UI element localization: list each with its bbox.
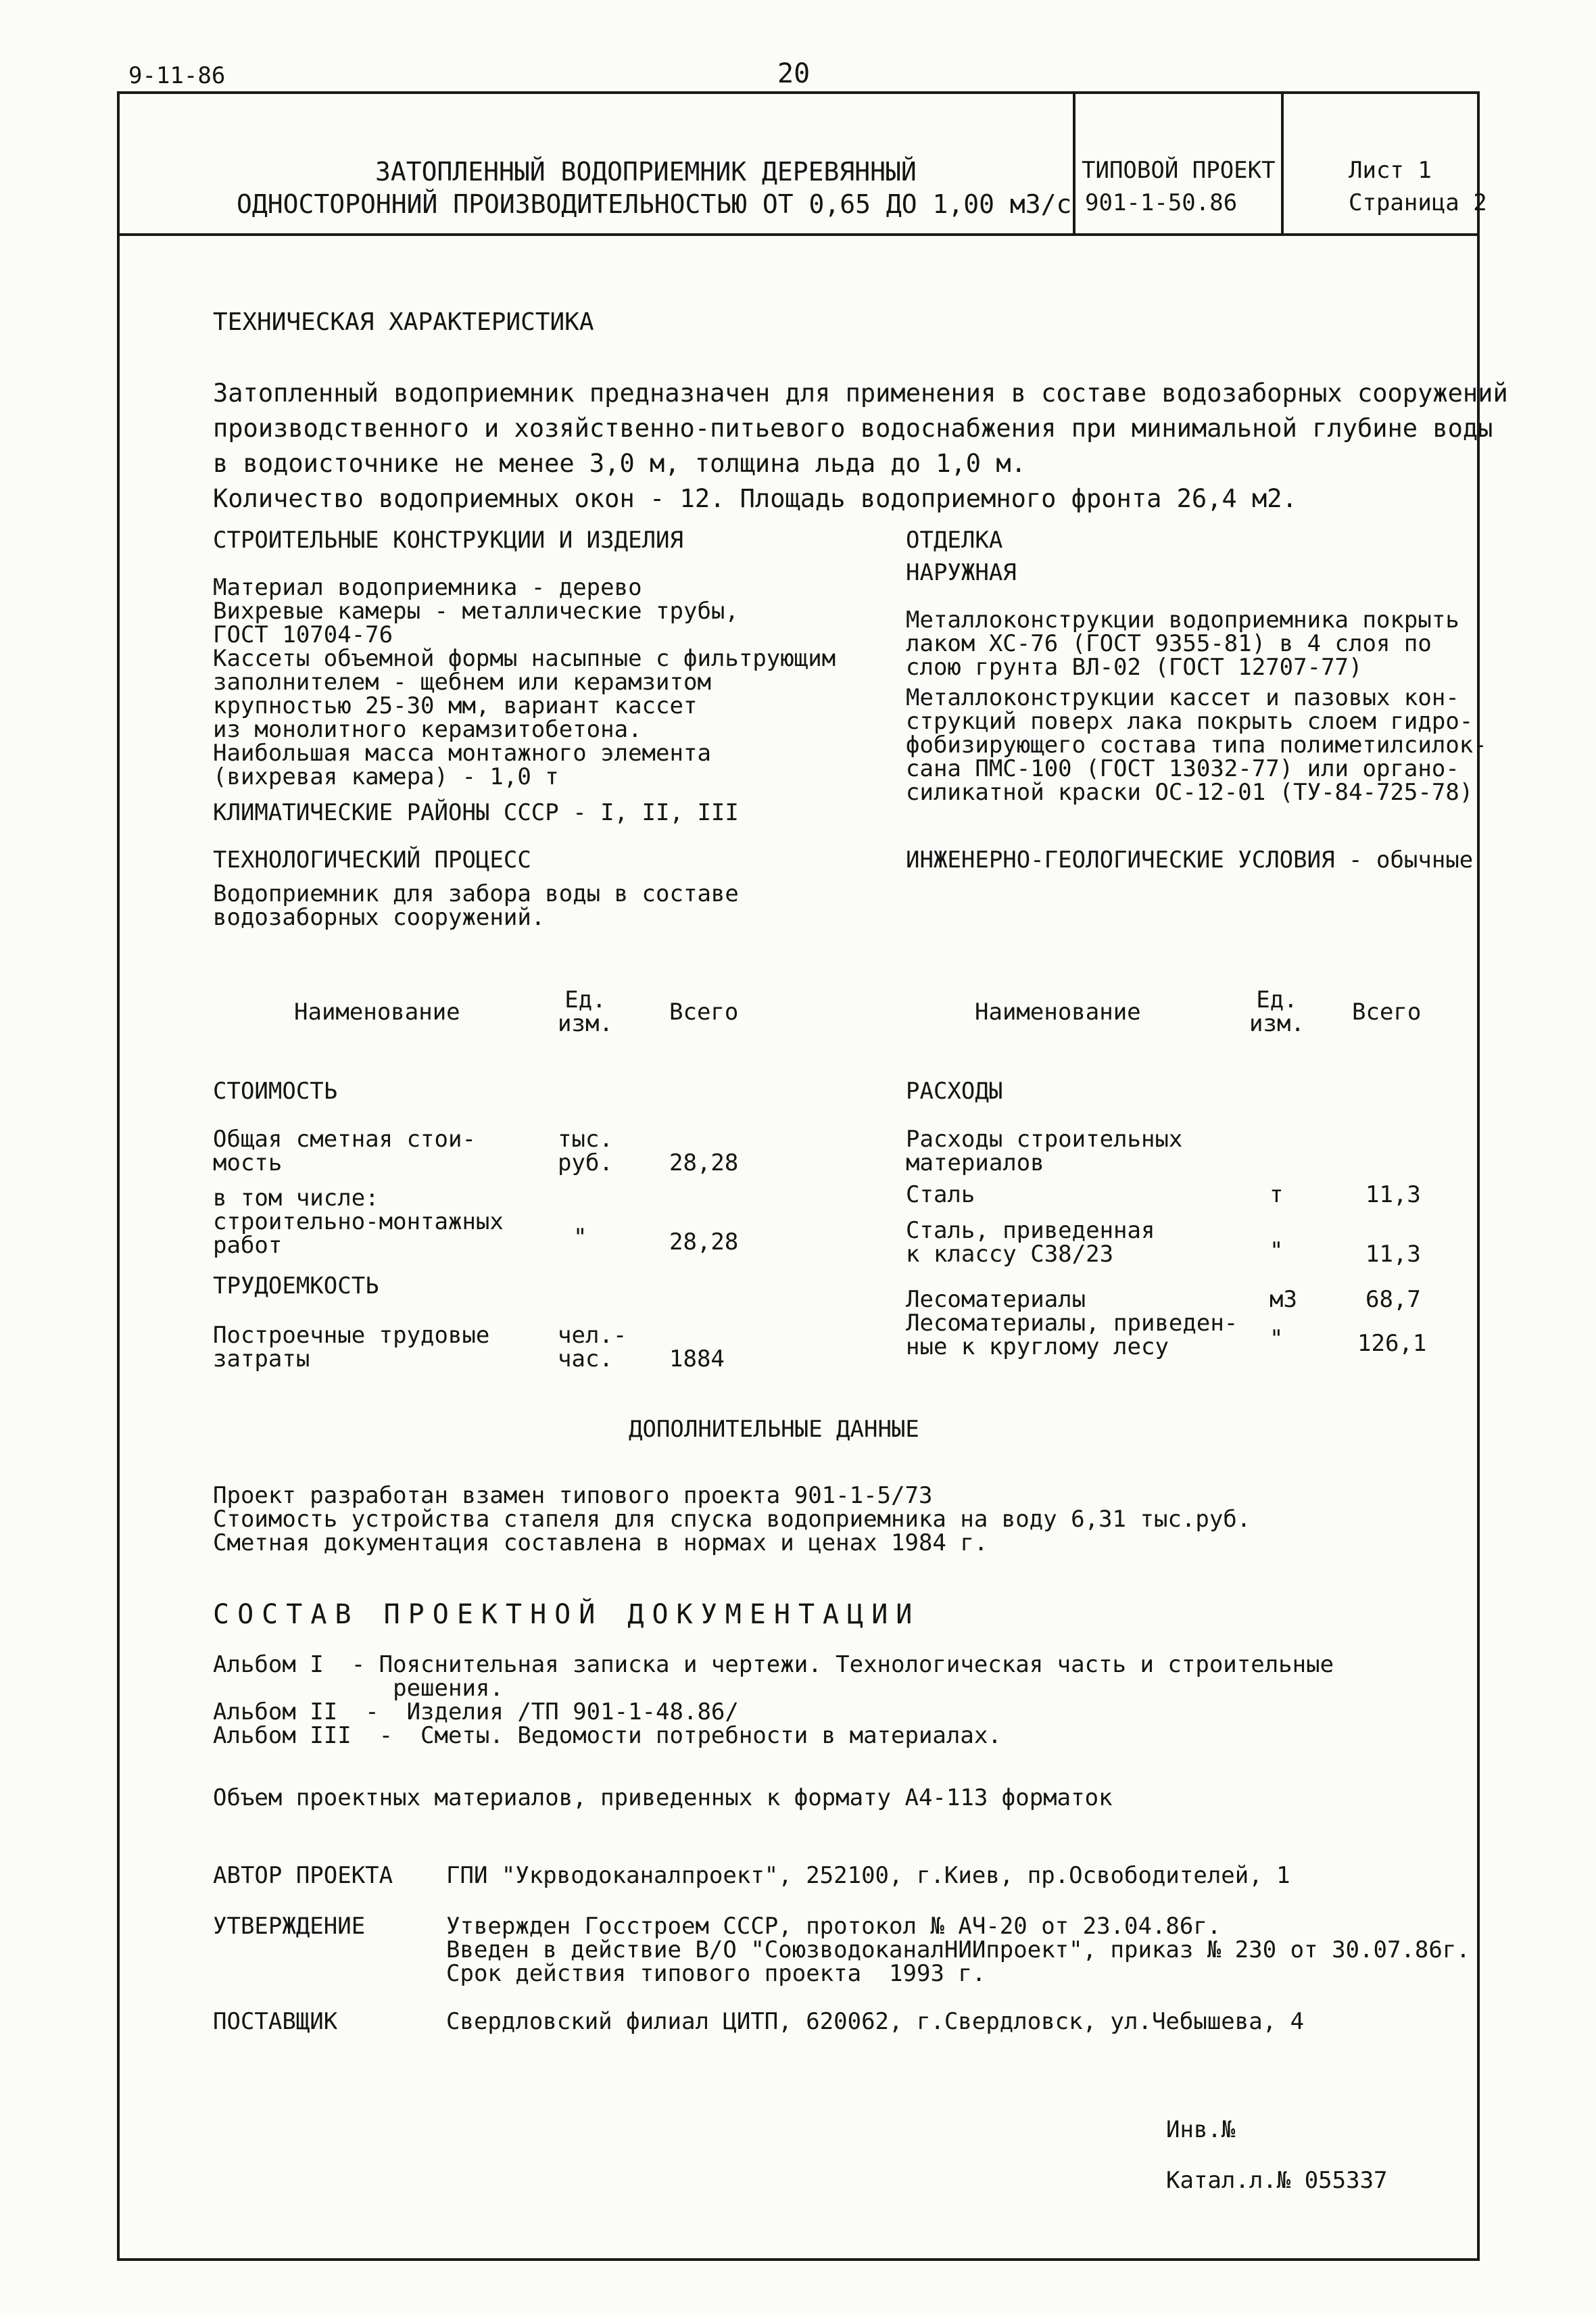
- credit-label-supplier: ПОСТАВЩИК: [213, 2008, 338, 2035]
- section-heading-consumption: РАСХОДЫ: [906, 1078, 1003, 1105]
- tech-line-1: Затопленный водоприемник предназначен для применения в составе водозаборных сооружений: [213, 379, 1508, 408]
- table-row-unit: ": [1269, 1237, 1284, 1264]
- table-row-name: Лесоматериалы: [906, 1286, 1086, 1313]
- geo-conditions: ИНЖЕНЕРНО-ГЕОЛОГИЧЕСКИЕ УСЛОВИЯ - обычные: [906, 846, 1474, 874]
- table-row-name: в том числе: строительно-монтажных работ: [213, 1185, 504, 1259]
- table-row-unit: ": [1269, 1325, 1284, 1352]
- tech-heading: ТЕХНИЧЕСКАЯ ХАРАКТЕРИСТИКА: [213, 308, 594, 336]
- page-date: 9-11-86: [128, 62, 226, 89]
- credit-text-author: ГПИ "Укрводоканалпроект", 252100, г.Киев, пр.Освободителей, 1: [446, 1862, 1290, 1889]
- process-text: Водоприемник для забора воды в составе водозаборных сооружений.: [213, 880, 739, 931]
- project-number: 901-1-50.86: [1085, 189, 1238, 216]
- table-right-col-name: Наименование: [975, 999, 1141, 1026]
- table-row-unit: м3: [1269, 1286, 1297, 1313]
- constructions-text: Материал водоприемника - дерево Вихревые камеры - металлические трубы, ГОСТ 10704-76 Кассеты объемной формы насыпные с фильтрующим заполнителем - щебнем или керамзитом крупностью 25-30 мм, вариант кассет из монолитного керамзитобетона. Наибольшая масса монтажного элемента (вихревая камера) - 1,0 т: [213, 574, 836, 790]
- climate-line: КЛИМАТИЧЕСКИЕ РАЙОНЫ СССР - I, II, III: [213, 799, 739, 826]
- composition-heading: СОСТАВ ПРОЕКТНОЙ ДОКУМЕНТАЦИИ: [213, 1599, 921, 1630]
- table-left-col-unit: Ед. изм.: [558, 986, 613, 1037]
- table-left-col-total: Всего: [669, 999, 739, 1026]
- finish-text-1: Металлоконструкции водоприемника покрыть лаком ХС-76 (ГОСТ 9355-81) в 4 слоя по слою грунта ВЛ-02 (ГОСТ 12707-77): [906, 606, 1459, 681]
- page-number: 20: [777, 58, 811, 89]
- additional-heading: ДОПОЛНИТЕЛЬНЫЕ ДАННЫЕ: [629, 1416, 919, 1443]
- title-block-separator-1: [1073, 91, 1075, 235]
- finish-heading: ОТДЕЛКА: [906, 527, 1003, 554]
- additional-text: Проект разработан взамен типового проекта 901-1-5/73 Стоимость устройства стапеля для спуска водоприемника на воду 6,31 тыс.руб. Сметная документация составлена в нормах и ценах 1984 г.: [213, 1482, 1251, 1556]
- process-heading: ТЕХНОЛОГИЧЕСКИЙ ПРОЦЕСС: [213, 846, 531, 874]
- tech-line-4: Количество водоприемных окон - 12. Площадь водоприемного фронта 26,4 м2.: [213, 484, 1297, 513]
- table-row-total: 28,28: [669, 1228, 739, 1256]
- table-row-unit: чел.- час.: [558, 1322, 627, 1373]
- table-row-name: Лесоматериалы, приведен- ные к круглому лесу: [906, 1310, 1238, 1360]
- table-row-unit: ": [573, 1224, 587, 1251]
- credit-text-approval: Утвержден Госстроем СССР, протокол № АЧ-20 от 23.04.86г. Введен в действие В/О "СоюзводоканалНИИпроект", приказ № 230 от 30.07.86г. Срок действия типового проекта 1993 г.: [446, 1913, 1470, 1987]
- credit-text-supplier: Свердловский филиал ЦИТП, 620062, г.Свердловск, ул.Чебышева, 4: [446, 2008, 1305, 2035]
- table-row-total: 1884: [669, 1345, 725, 1373]
- constructions-heading: СТРОИТЕЛЬНЫЕ КОНСТРУКЦИИ И ИЗДЕЛИЯ: [213, 527, 683, 554]
- table-row-total: 11,3: [1365, 1181, 1421, 1208]
- composition-volume: Объем проектных материалов, приведенных к формату А4-113 форматок: [213, 1784, 1113, 1811]
- table-row-name: Сталь, приведенная к классу С38/23: [906, 1217, 1155, 1268]
- table-row-name: Расходы строительных материалов: [906, 1126, 1183, 1176]
- table-row-name: Сталь: [906, 1181, 975, 1208]
- doc-title-line1: ЗАТОПЛЕННЫЙ ВОДОПРИЕМНИК ДЕРЕВЯННЫЙ: [375, 157, 917, 187]
- catalog-number: Катал.л.№ 055337: [1166, 2167, 1388, 2194]
- credit-label-author: АВТОР ПРОЕКТА: [213, 1862, 393, 1889]
- table-row-total: 28,28: [669, 1149, 739, 1176]
- page-label: Страница 2: [1349, 189, 1487, 216]
- section-heading-labor: ТРУДОЕМКОСТЬ: [213, 1272, 379, 1299]
- table-left-col-name: Наименование: [294, 999, 460, 1026]
- table-row-unit: тыс. руб.: [558, 1126, 613, 1176]
- title-block-separator-2: [1281, 91, 1284, 235]
- table-row-total: 68,7: [1365, 1286, 1421, 1313]
- table-row-name: Общая сметная стои- мость: [213, 1126, 476, 1176]
- inventory-number: Инв.№: [1166, 2116, 1236, 2143]
- doc-title-line2: ОДНОСТОРОННИЙ ПРОИЗВОДИТЕЛЬНОСТЬЮ ОТ 0,65 ДО 1,00 м3/с: [237, 189, 1072, 219]
- section-heading-cost: СТОИМОСТЬ: [213, 1078, 338, 1105]
- table-row-unit: т: [1269, 1181, 1284, 1208]
- title-block-divider: [117, 233, 1480, 236]
- table-right-col-total: Всего: [1352, 999, 1422, 1026]
- tech-line-3: в водоисточнике не менее 3,0 м, толщина льда до 1,0 м.: [213, 449, 1026, 478]
- table-right-col-unit: Ед. изм.: [1249, 986, 1305, 1037]
- sheet-number: Лист 1: [1349, 157, 1432, 184]
- table-row-total: 126,1: [1357, 1330, 1427, 1357]
- credit-label-approval: УТВЕРЖДЕНИЕ: [213, 1913, 366, 1940]
- tech-line-2: производственного и хозяйственно-питьевого водоснабжения при минимальной глубине воды: [213, 414, 1493, 443]
- composition-albums: Альбом I - Пояснительная записка и чертежи. Технологическая часть и строительные решения. Альбом II - Изделия /ТП 901-1-48.86/ Альбом III - Сметы. Ведомости потребности в материалах.: [213, 1651, 1334, 1749]
- finish-text-2: Металлоконструкции кассет и пазовых кон- струкций поверх лака покрыть слоем гидро- фобизирующего состава типа полиметилсилок- сана ПМС-100 (ГОСТ 13032-77) или органо- силикатной краски ОС-12-01 (ТУ-84-725-78): [906, 684, 1487, 806]
- table-row-total: 11,3: [1365, 1241, 1421, 1268]
- table-row-name: Построечные трудовые затраты: [213, 1322, 490, 1373]
- project-label: ТИПОВОЙ ПРОЕКТ: [1082, 157, 1276, 184]
- finish-subheading: НАРУЖНАЯ: [906, 559, 1017, 586]
